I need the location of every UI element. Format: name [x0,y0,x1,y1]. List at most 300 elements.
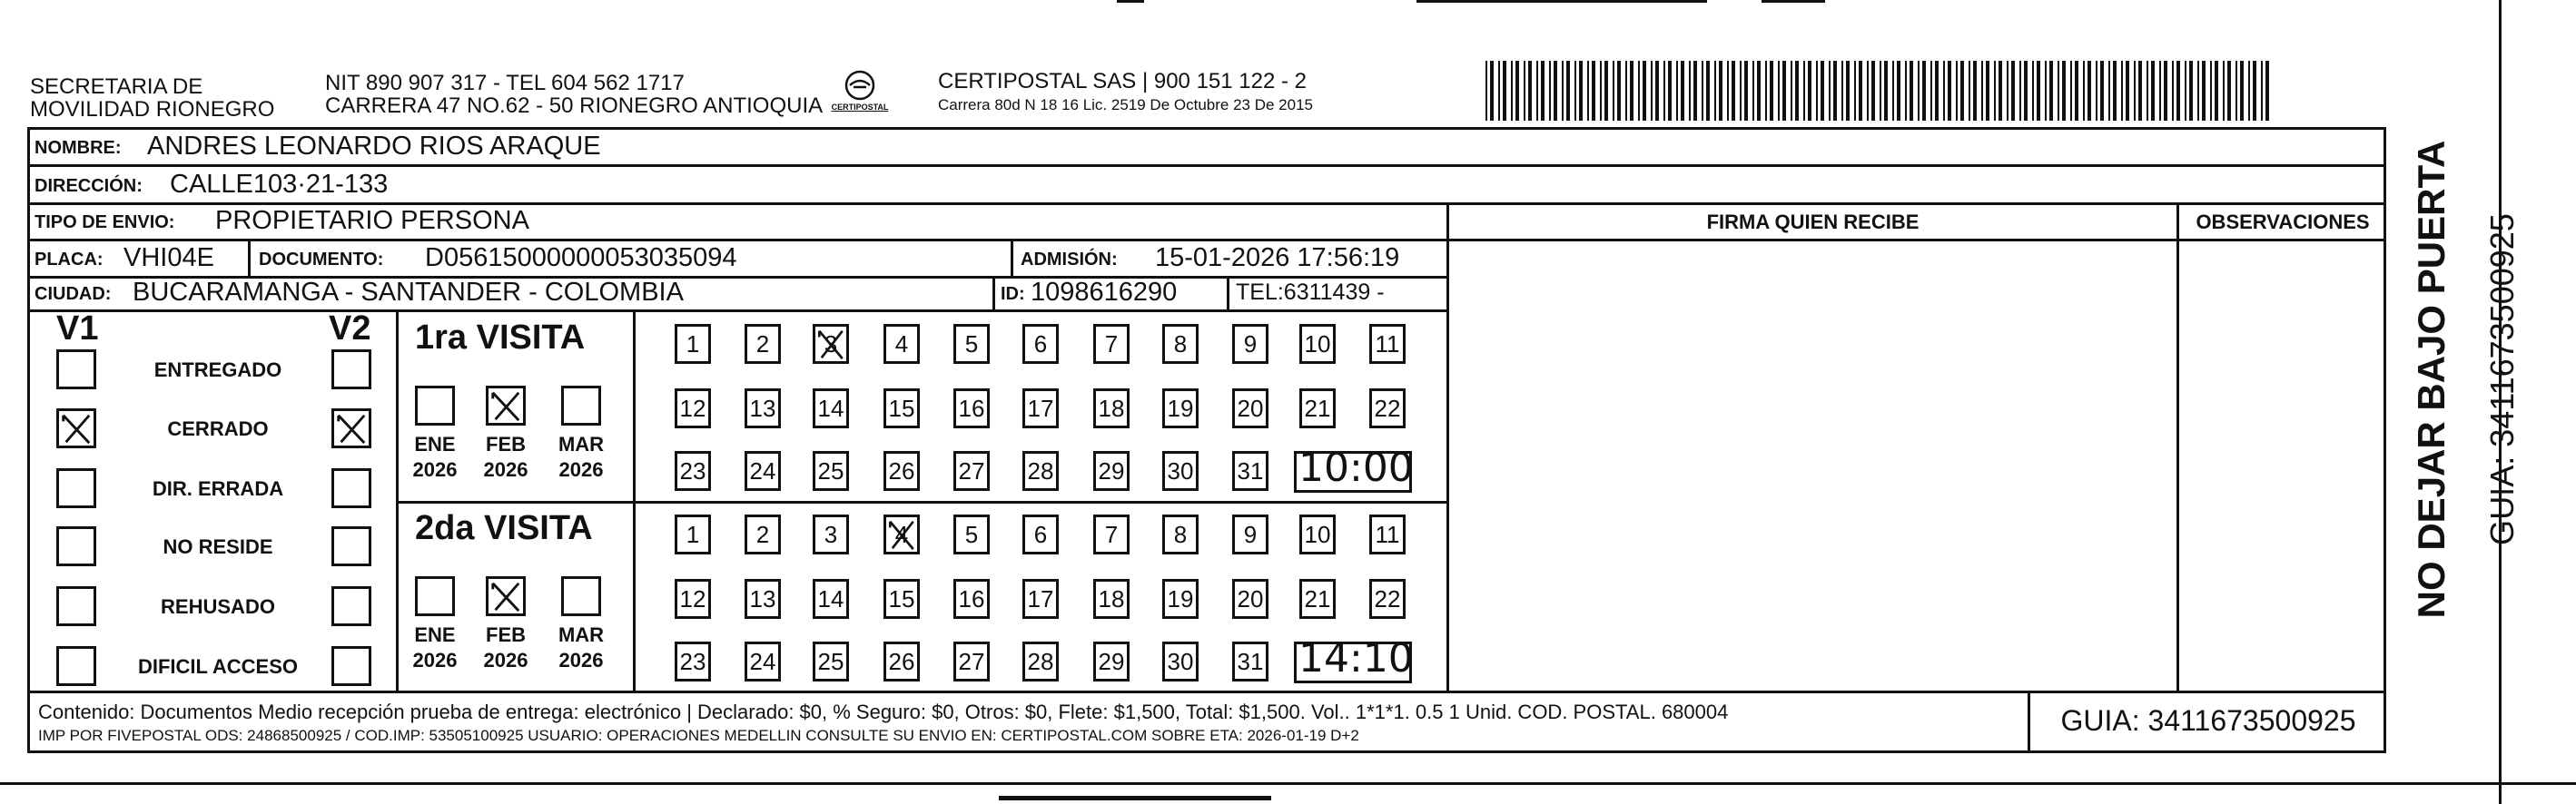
org-contact [325,72,823,117]
day-box[interactable] [883,515,920,554]
row-divider [27,691,2386,693]
barcode-bar [1498,61,1500,121]
day-box[interactable] [953,515,990,554]
day-box[interactable] [1232,642,1268,681]
day-box[interactable] [953,324,990,364]
guia-footer: GUIA: 3411673500925 [2060,704,2356,737]
imp-line: IMP POR FIVEPOSTAL ODS: 24868500925 / COD.IMP: 53505100925 USUARIO: OPERACIONES MEDELLIN CONSULTE SU ENVIO EN: CERTIPOSTAL.COM SOBRE ETA: 2026-01-19 D+2 [38,727,1359,744]
day-box[interactable] [953,388,990,428]
day-box[interactable] [1093,451,1130,491]
day-number: 27 [958,648,985,675]
day-number: 13 [749,395,776,422]
v1-checkbox[interactable] [56,408,96,448]
row-divider [27,164,2386,167]
day-box[interactable] [813,451,849,491]
barcode-bar [1930,61,1932,121]
barcode-bar [2240,61,2244,121]
month-year: 2026 [558,458,604,481]
barcode-bar [1676,61,1678,121]
day-box[interactable] [1299,579,1336,619]
status-label: CERRADO [167,417,269,440]
day-number: 11 [1375,521,1400,548]
tipo-envio-value: PROPIETARIO PERSONA [215,206,529,235]
x-mark-icon [334,411,369,446]
day-box[interactable] [953,579,990,619]
barcode-bar [2083,61,2085,121]
day-box[interactable] [1162,388,1199,428]
day-box[interactable] [1022,515,1059,554]
day-box[interactable] [1162,642,1199,681]
day-box[interactable] [1232,388,1268,428]
barcode-bar [1490,61,1494,121]
day-number: 21 [1304,395,1331,422]
barcode-bar [1918,61,1920,121]
barcode-bar [2197,61,2199,121]
barcode-bar [1892,61,1894,121]
barcode-bar [1859,61,1862,121]
day-box[interactable] [953,451,990,491]
barcode-bar [1714,61,1716,121]
barcode-bar [2011,61,2015,121]
column-divider [2176,202,2179,692]
day-box[interactable] [1022,642,1059,681]
barcode-bar [2147,61,2148,121]
day-number: 26 [888,457,915,485]
barcode-bar [1663,61,1665,121]
visit-2-time: 14:10 [1298,635,1414,681]
day-box[interactable] [1162,579,1199,619]
placa-value: VHI04E [123,243,214,272]
day-box[interactable] [883,451,920,491]
day-number: 1 [686,330,700,358]
day-box[interactable] [675,515,711,554]
barcode-bar [1485,61,1487,121]
day-box[interactable] [1299,324,1336,364]
day-number: 30 [1167,457,1194,485]
day-number: 10 [1304,330,1331,358]
barcode-bar [2202,61,2206,121]
barcode [1485,61,2275,121]
barcode-bar [1752,61,1754,121]
barcode-bar [1651,61,1653,121]
documento-value: D05615000000053035094 [425,243,737,272]
day-box[interactable] [745,451,781,491]
day-number: 9 [1243,330,1258,358]
x-mark-icon [489,579,523,613]
barcode-bar [2075,61,2078,121]
address-line: CARRERA 47 NO.62 - 50 RIONEGRO ANTIOQUIA [325,93,824,118]
day-box[interactable] [813,388,849,428]
barcode-bar [1757,61,1761,121]
v2-checkbox[interactable] [331,526,371,566]
day-number: 24 [749,457,776,485]
barcode-bar [1782,61,1786,121]
row-divider [27,202,2386,205]
barcode-bar [1732,61,1735,121]
months-divider [633,309,636,691]
barcode-bar [2265,61,2269,121]
logo-text: CERTIPOSTAL [831,103,889,112]
day-number: 20 [1237,585,1264,613]
month-checkbox[interactable] [561,576,601,616]
month-checkbox[interactable] [486,386,526,426]
month-checkbox[interactable] [561,386,601,426]
day-number: 19 [1167,395,1194,422]
day-number: 23 [679,457,706,485]
day-number: 3 [824,521,838,548]
barcode-bar [1536,61,1538,121]
v1-checkbox[interactable] [56,468,96,508]
ciudad-label: CIUDAD: [35,284,112,304]
observaciones-header: OBSERVACIONES [2196,211,2370,233]
barcode-bar [2134,61,2136,121]
barcode-bar [1960,61,1964,121]
day-number: 16 [958,395,985,422]
scan-edge-top [1117,0,1144,3]
month-label [474,432,538,483]
barcode-bar [2087,61,2091,121]
barcode-bar [2062,61,2066,121]
barcode-bar [2159,61,2161,121]
day-box[interactable] [813,642,849,681]
day-box[interactable] [883,642,920,681]
visit-1-time: 10:00 [1298,445,1414,491]
day-number: 14 [817,395,844,422]
barcode-bar [1795,61,1799,121]
day-box[interactable] [675,324,711,364]
certi-line1: CERTIPOSTAL SAS | 900 151 122 - 2 [938,69,1307,93]
x-mark-icon [489,388,523,423]
status-label: REHUSADO [161,595,275,618]
ciudad-value: BUCARAMANGA - SANTANDER - COLOMBIA [133,278,684,307]
day-number: 28 [1027,457,1054,485]
barcode-bar [2045,61,2047,121]
day-box[interactable] [1369,579,1406,619]
barcode-bar [1778,61,1780,121]
barcode-bar [1528,61,1532,121]
month-year: 2026 [483,458,528,481]
certipostal-info [938,70,1313,114]
admision-value: 15-01-2026 17:56:19 [1155,243,1400,272]
barcode-bar [2215,61,2218,121]
barcode-bar [1867,61,1869,121]
day-number: 8 [1173,521,1188,548]
barcode-bar [1833,61,1837,121]
day-box[interactable] [675,388,711,428]
barcode-bar [1613,61,1614,121]
day-number: 8 [1173,330,1188,358]
barcode-bar [1554,61,1557,121]
day-box[interactable] [1162,451,1199,491]
day-number: 15 [888,585,915,613]
day-box[interactable] [1232,324,1268,364]
day-box[interactable] [813,324,849,364]
month-label [403,432,467,483]
barcode-bar [1880,61,1881,121]
field-divider [992,276,995,309]
day-box[interactable] [1232,579,1268,619]
tipo-envio-label: TIPO DE ENVIO: [35,212,175,232]
barcode-bar [1905,61,1907,121]
barcode-bar [2108,61,2110,121]
scan-edge-bottom [999,796,1271,800]
day-box[interactable] [1299,515,1336,554]
barcode-bar [1935,61,1939,121]
barcode-bar [2113,61,2117,121]
day-number: 7 [1104,521,1119,548]
column-divider [1446,202,1449,692]
day-box[interactable] [745,579,781,619]
visit-1-title: 1ra VISITA [415,319,586,357]
barcode-bar [2138,61,2142,121]
day-box[interactable] [1093,515,1130,554]
barcode-bar [2176,61,2180,121]
day-number: 2 [755,521,770,548]
day-number: 11 [1375,330,1400,358]
month-year: 2026 [412,649,458,672]
day-box[interactable] [745,642,781,681]
day-box[interactable] [1299,388,1336,428]
day-number: 23 [679,648,706,675]
day-number: 26 [888,648,915,675]
day-box[interactable] [883,579,920,619]
day-number: 29 [1098,457,1125,485]
x-mark-icon [886,517,917,552]
month-checkbox[interactable] [486,576,526,616]
day-number: 18 [1098,585,1125,613]
day-box[interactable] [1022,388,1059,428]
barcode-bar [2032,61,2034,121]
org-line1: SECRETARIA DE [30,74,203,99]
day-number: 21 [1304,585,1331,613]
status-label: DIFICIL ACCESO [137,655,298,678]
barcode-bar [1897,61,1900,121]
barcode-bar [1943,61,1945,121]
day-number: 2 [755,330,770,358]
day-box[interactable] [953,642,990,681]
day-box[interactable] [745,388,781,428]
day-box[interactable] [745,324,781,364]
day-number: 28 [1027,648,1054,675]
day-box[interactable] [675,451,711,491]
barcode-bar [2185,61,2186,121]
barcode-bar [1791,61,1792,121]
v1-checkbox[interactable] [56,526,96,566]
barcode-bar [1541,61,1545,121]
nombre-value: ANDRES LEONARDO RIOS ARAQUE [147,132,601,161]
barcode-bar [1562,61,1564,121]
month-year: 2026 [412,458,458,481]
row-divider [27,239,1449,241]
certipostal-logo [828,69,892,114]
day-box[interactable] [1093,324,1130,364]
barcode-bar [1808,61,1811,121]
barcode-bar [1600,61,1602,121]
day-number: 7 [1104,330,1119,358]
day-box[interactable] [813,579,849,619]
id-label: ID: [1001,284,1025,304]
x-mark-icon [59,411,94,446]
status-divider [396,309,399,691]
barcode-bar [1579,61,1583,121]
day-box[interactable] [1232,451,1268,491]
day-number: 20 [1237,395,1264,422]
day-number: 31 [1237,457,1264,485]
v2-checkbox[interactable] [331,408,371,448]
visit-2-title: 2da VISITA [415,509,593,547]
barcode-bar [1719,61,1722,121]
barcode-bar [2037,61,2040,121]
barcode-bar [1689,61,1691,121]
month-name: FEB [486,623,526,646]
day-number: 3 [824,330,838,358]
field-divider [1227,276,1229,309]
day-number: 12 [679,395,706,422]
barcode-bar [1643,61,1646,121]
barcode-bar [1841,61,1843,121]
day-number: 30 [1167,648,1194,675]
day-box[interactable] [745,515,781,554]
barcode-bar [1524,61,1525,121]
month-name: MAR [558,433,605,456]
barcode-bar [2210,61,2212,121]
barcode-bar [1587,61,1589,121]
barcode-bar [1948,61,1951,121]
barcode-bar [1854,61,1856,121]
id-value: 1098616290 [1031,278,1178,307]
barcode-bar [2100,61,2104,121]
day-box[interactable] [675,642,711,681]
v1-checkbox[interactable] [56,646,96,686]
field-divider [248,239,251,276]
row-divider [27,309,1449,312]
day-number: 29 [1098,648,1125,675]
x-mark-icon [815,327,846,361]
barcode-bar [1770,61,1773,121]
barcode-bar [2223,61,2225,121]
org-name [30,75,274,121]
certi-line2: Carrera 80d N 18 16 Lic. 2519 De Octubre 23 De 2015 [938,96,1313,113]
day-number: 12 [679,585,706,613]
no-dejar-text: NO DEJAR BAJO PUERTA [2410,140,2453,619]
v2-checkbox[interactable] [331,349,371,389]
barcode-bar [1693,61,1697,121]
day-box[interactable] [1022,451,1059,491]
day-number: 5 [964,521,979,548]
scan-edge-top [1762,0,1825,3]
side-guia-text: GUIA: 3411673500925 [2483,213,2521,545]
barcode-bar [1981,61,1983,121]
v1-checkbox[interactable] [56,349,96,389]
month-checkbox[interactable] [415,386,455,426]
barcode-bar [1821,61,1824,121]
day-number: 17 [1027,395,1054,422]
month-label [549,623,613,673]
contenido-line: Contenido: Documentos Medio recepción prueba de entrega: electrónico | Declarado: $0, % Seguro: $0, Otros: $0, Flete: $1,500, Total: $1,500. Vol.. 1*1*1. 0.5 1 Unid. COD. POSTAL. 680004 [38,701,1729,723]
barcode-bar [1969,61,1970,121]
barcode-bar [1702,61,1703,121]
day-box[interactable] [1369,515,1406,554]
day-box[interactable] [883,388,920,428]
barcode-bar [1994,61,1996,121]
barcode-bar [2049,61,2053,121]
day-box[interactable] [883,324,920,364]
barcode-bar [2007,61,2008,121]
barcode-bar [1999,61,2002,121]
barcode-bar [1727,61,1729,121]
day-box[interactable] [813,515,849,554]
barcode-bar [2248,61,2250,121]
day-box[interactable] [1369,324,1406,364]
barcode-bar [1765,61,1767,121]
org-line2: MOVILIDAD RIONEGRO [30,97,275,122]
barcode-bar [1922,61,1926,121]
barcode-bar [1846,61,1850,121]
barcode-bar [1604,61,1608,121]
day-number: 6 [1033,521,1048,548]
day-number: 5 [964,330,979,358]
barcode-bar [1655,61,1659,121]
status-label: ENTREGADO [153,358,282,381]
nit-line: NIT 890 907 317 - TEL 604 562 1717 [325,71,685,95]
day-box[interactable] [1369,388,1406,428]
day-box[interactable] [1093,579,1130,619]
visit-divider [396,501,1449,504]
day-number: 25 [817,648,844,675]
v1-checkbox[interactable] [56,586,96,626]
documento-label: DOCUMENTO: [259,250,384,270]
v2-checkbox[interactable] [331,646,371,686]
barcode-bar [1574,61,1576,121]
barcode-bar [1592,61,1595,121]
month-year: 2026 [483,649,528,672]
day-number: 6 [1033,330,1048,358]
v1-header: V1 [56,309,99,348]
day-number: 1 [686,521,700,548]
status-label: NO RESIDE [163,535,273,558]
day-number: 19 [1167,585,1194,613]
barcode-bar [1803,61,1805,121]
month-name: MAR [558,623,605,646]
day-box[interactable] [675,579,711,619]
v2-checkbox[interactable] [331,468,371,508]
day-box[interactable] [1093,642,1130,681]
v2-checkbox[interactable] [331,586,371,626]
direccion-value: CALLE103·21-133 [170,170,389,199]
barcode-bar [1503,61,1506,121]
day-box[interactable] [1162,515,1199,554]
barcode-bar [1549,61,1551,121]
barcode-bar [1884,61,1888,121]
barcode-bar [1625,61,1627,121]
barcode-bar [2024,61,2028,121]
month-year: 2026 [558,649,604,672]
barcode-bar [1956,61,1958,121]
day-box[interactable] [1232,515,1268,554]
day-number: 17 [1027,585,1054,613]
day-box[interactable] [1093,388,1130,428]
day-number: 13 [749,585,776,613]
month-checkbox[interactable] [415,576,455,616]
day-number: 31 [1237,648,1264,675]
day-box[interactable] [1162,324,1199,364]
barcode-bar [1973,61,1977,121]
day-box[interactable] [1022,324,1059,364]
day-box[interactable] [1022,579,1059,619]
barcode-bar [2253,61,2256,121]
barcode-bar [2151,61,2155,121]
barcode-bar [2172,61,2174,121]
